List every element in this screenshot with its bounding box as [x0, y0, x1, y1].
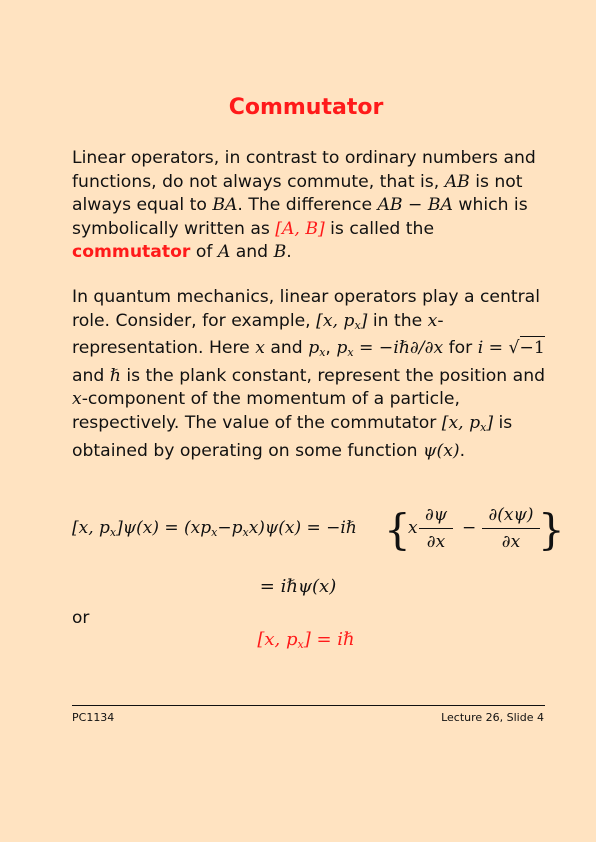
fraction-denominator: ∂x — [501, 532, 521, 552]
math-hbar: ℏ — [109, 365, 121, 386]
minus-sign: − — [462, 518, 477, 538]
math-ab: AB — [444, 171, 470, 192]
math-difference: AB − BA — [377, 195, 453, 216]
fraction-numerator: ∂ψ — [424, 505, 448, 525]
text-run: and — [264, 338, 309, 359]
fraction-bar — [482, 528, 540, 530]
equation-commutator-expansion — [72, 505, 565, 557]
brace-open: { — [384, 505, 411, 554]
brace-close: } — [538, 505, 565, 554]
math-psi: ψ(x) — [423, 440, 460, 461]
math-x: x — [72, 389, 82, 410]
or-connector: or — [72, 608, 90, 628]
text-run: which is symbolically written as — [72, 195, 528, 239]
equation-result-line: = iℏψ(x) — [259, 576, 337, 597]
text-run: is the plank constant, represent the position and — [120, 365, 545, 386]
text-run: in the — [367, 310, 428, 331]
math-ba: BA — [212, 195, 238, 216]
math-momentum-operator: $p_x$ = −iℏ∂/∂x — [336, 338, 444, 360]
fraction-dxpsi-dx — [482, 505, 540, 553]
text-run: of — [190, 242, 218, 263]
footer-course-code: PC1134 — [72, 711, 115, 724]
math-commutator-bracket: [A, B] — [275, 218, 325, 239]
text-run: . The difference — [237, 195, 378, 216]
math-imaginary-unit: i = √−1 — [477, 338, 545, 359]
text-run: and — [72, 365, 110, 386]
fraction-denominator: ∂x — [426, 532, 446, 552]
text-run: -component of the momentum of a particle, respectively. The value of the commutator — [72, 389, 460, 433]
text-run: -representation. Here — [72, 310, 444, 359]
fraction-dpsi-dx — [419, 505, 453, 553]
math-px: $p_x$ — [308, 338, 326, 360]
math-commutator-xp: [x, $p_x$] — [441, 412, 494, 434]
equation-final-commutator: [x, $p_x$] = iℏ — [257, 629, 355, 651]
text-run: is obtained by operating on some function — [72, 412, 513, 461]
keyword-commutator: commutator — [72, 242, 191, 263]
slide-title: Commutator — [228, 95, 384, 120]
text-run: and — [230, 242, 274, 263]
text-run: . — [286, 242, 292, 263]
text-run: Linear operators, in contrast to ordinary numbers and functions, do not always commute, that is, — [72, 148, 536, 192]
fraction-bar — [419, 528, 453, 530]
fraction-numerator: ∂(xψ) — [488, 505, 534, 525]
math-x: x — [408, 518, 418, 538]
footer-slide-info: Lecture 26, Slide 4 — [441, 711, 544, 724]
text-run: . — [459, 440, 466, 461]
text-run: , — [325, 338, 337, 359]
math-commutator-xp: [x, $p_x$] — [316, 310, 368, 332]
text-run: for — [443, 338, 478, 359]
paragraph-definition — [72, 147, 552, 265]
text-run: In quantum mechanics, linear operators play a central role. Consider, for example, — [72, 287, 540, 331]
math-x: x — [427, 310, 438, 331]
equation-lhs: [x, $p_x]\psi(x) = (xp_x-p_xx)\psi(x)$ = −iℏ — [72, 518, 357, 539]
paragraph-quantum — [72, 286, 552, 463]
footer-divider — [72, 705, 545, 706]
text-run: is not always equal to — [72, 171, 523, 216]
math-a: A — [217, 242, 231, 263]
math-x: x — [255, 338, 265, 359]
text-run: is called the — [324, 218, 435, 239]
math-b: B — [273, 242, 287, 263]
